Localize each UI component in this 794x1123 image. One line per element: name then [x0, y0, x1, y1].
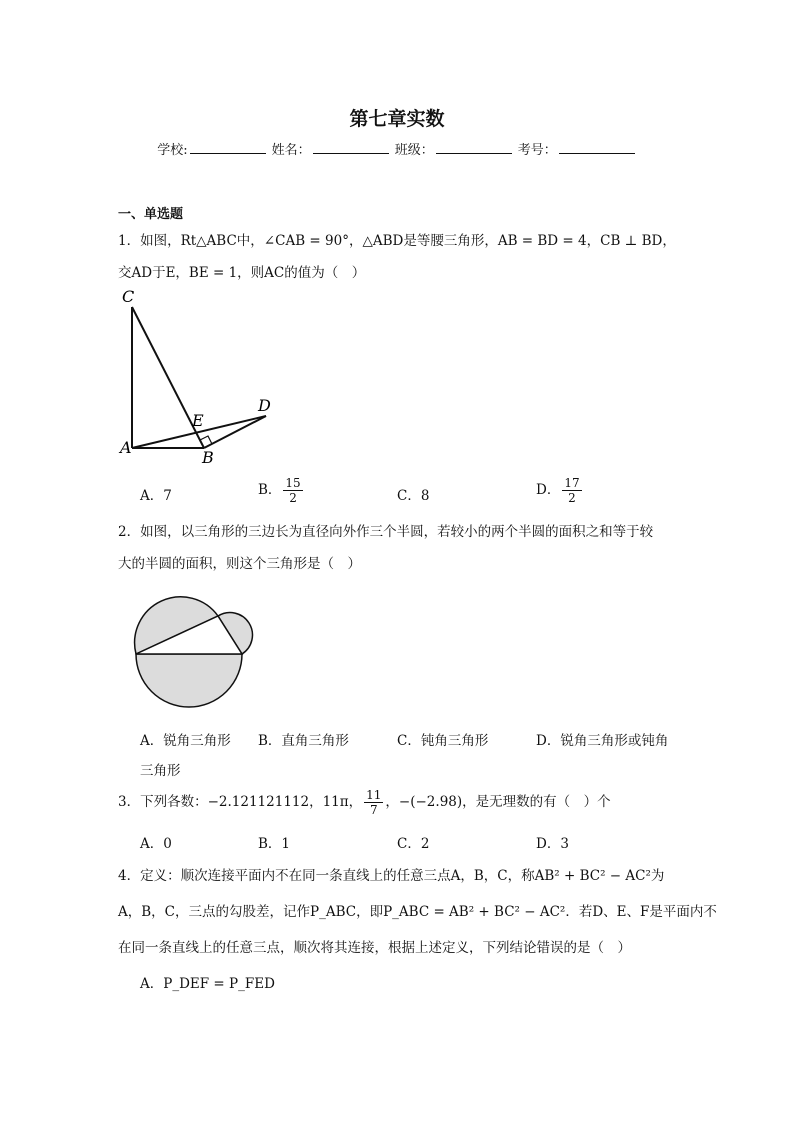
q3-option-a: A．0 [140, 836, 172, 852]
large-semicircle [136, 654, 242, 707]
label-e: E [192, 411, 204, 430]
q4-line1: 4．定义：顺次连接平面内不在同一条直线上的任意三点A，B，C，称AB² + BC² − AC²为 [118, 868, 665, 884]
name-blank [313, 141, 389, 154]
q3-fraction [364, 788, 383, 817]
label-c: C [122, 287, 135, 306]
q2-option-d: D．锐角三角形或钝角 [536, 733, 669, 749]
q3-option-d: D．3 [536, 836, 569, 852]
q1-option-c: C．8 [397, 488, 430, 504]
q3-option-b: B．1 [258, 836, 291, 852]
q2-line2: 大的半圆的面积，则这个三角形是（ ） [118, 556, 361, 572]
q1-option-d-numerator: 17 [564, 476, 580, 490]
q1-option-b-numerator: 15 [285, 476, 301, 490]
section-heading: 一、单选题 [118, 207, 184, 222]
q3-prefix: 3．下列各数：−2.121121112，11π， [118, 794, 363, 810]
q3-numerator: 11 [366, 788, 382, 802]
q1-option-d-fraction [562, 476, 581, 505]
q1-option-d [536, 476, 584, 505]
q2-option-c: C．钝角三角形 [397, 733, 489, 749]
q1-option-d-denominator: 2 [568, 491, 576, 505]
q1-option-d-prefix: D． [536, 482, 561, 498]
segment-bd [204, 416, 266, 448]
q3-denominator: 7 [369, 803, 378, 817]
q1-option-b-denominator: 2 [289, 491, 297, 505]
page-title: 第七章实数 [349, 108, 445, 130]
q2-option-b: B．直角三角形 [258, 733, 349, 749]
q1-option-b [258, 476, 305, 505]
q4-line3: 在同一条直线上的任意三点，顺次将其连接，根据上述定义，下列结论错误的是（ ） [118, 940, 631, 956]
school-label: 学校: [157, 143, 188, 158]
label-a: A [120, 438, 132, 457]
class-label: 班级： [394, 143, 434, 158]
q3-line [118, 788, 611, 817]
number-label: 考号： [517, 143, 557, 158]
q2-option-d-continued: 三角形 [140, 763, 181, 779]
q3-option-c: C．2 [397, 836, 430, 852]
q1-line1: 1．如图，Rt△ABC中，∠CAB = 90°，△ABD是等腰三角形，AB = BD = 4，CB ⊥ BD， [118, 233, 676, 249]
name-label: 姓名： [271, 143, 311, 158]
student-info-row [0, 139, 794, 158]
class-blank [436, 141, 512, 154]
q1-line2: 交AD于E，BE = 1，则AC的值为（ ） [118, 265, 366, 281]
q4-option-a: A．P_DEF = P_FED [140, 976, 275, 992]
school-blank [190, 141, 266, 154]
q1-option-a: A．7 [140, 488, 172, 504]
q1-option-b-fraction [283, 476, 302, 505]
q3-suffix: ，−(−2.98)，是无理数的有（ ）个 [385, 794, 611, 810]
q1-triangle-figure [116, 285, 286, 465]
q1-option-b-prefix: B． [258, 482, 282, 498]
q4-line2: A，B，C，三点的勾股差，记作P_ABC，即P_ABC = AB² + BC² − AC²．若D、E、F是平面内不 [118, 904, 717, 920]
q2-option-a: A．锐角三角形 [140, 733, 231, 749]
label-d: D [258, 396, 271, 415]
label-b: B [202, 448, 214, 465]
q2-semicircles-figure [126, 582, 266, 712]
number-blank [559, 141, 635, 154]
q2-line1: 2．如图，以三角形的三边长为直径向外作三个半圆，若较小的两个半圆的面积之和等于较 [118, 524, 654, 540]
